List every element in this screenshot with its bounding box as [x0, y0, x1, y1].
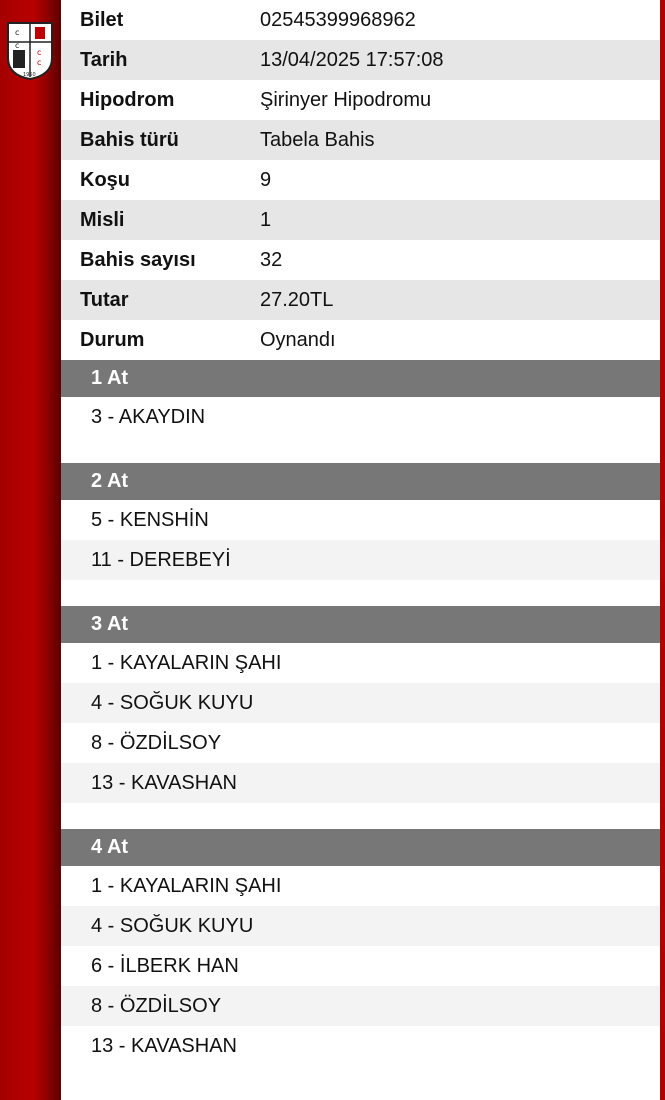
info-value: 9	[260, 168, 272, 191]
horse-row: 8 - ÖZDİLSOY	[61, 986, 660, 1026]
info-label: Tutar	[80, 288, 129, 311]
info-value: 1	[260, 208, 272, 231]
info-value: 13/04/2025 17:57:08	[260, 48, 444, 71]
svg-text:1950: 1950	[23, 72, 36, 78]
horse-row: 5 - KENSHİN	[91, 508, 209, 531]
info-row	[61, 240, 660, 280]
info-value: Tabela Bahis	[260, 128, 375, 151]
horse-row: 13 - KAVASHAN	[61, 763, 660, 803]
info-value: Oynandı	[260, 328, 336, 351]
section-spacer	[61, 803, 660, 829]
right-border	[660, 0, 665, 1100]
svg-text:c: c	[15, 28, 20, 37]
info-value: 27.20TL	[260, 288, 334, 311]
section-header: 3 At	[61, 606, 660, 643]
horse-row: 4 - SOĞUK KUYU	[61, 683, 660, 723]
svg-text:c: c	[15, 41, 20, 50]
info-label: Bahis türü	[80, 128, 179, 151]
horse-row: 3 - AKAYDIN	[91, 405, 206, 428]
ticket-details	[61, 0, 660, 1066]
horse-row: 8 - ÖZDİLSOY	[91, 731, 222, 754]
section-header: 1 At	[61, 360, 660, 397]
info-label: Bahis sayısı	[80, 248, 196, 271]
info-row	[61, 0, 660, 40]
info-label: Tarih	[80, 48, 128, 71]
section-spacer	[61, 437, 660, 463]
info-row	[61, 320, 660, 360]
info-row	[61, 280, 660, 320]
section-spacer	[61, 580, 660, 606]
svg-text:c: c	[37, 48, 42, 57]
svg-text:c: c	[37, 58, 42, 67]
ticket-info-list	[61, 0, 660, 360]
info-label: Bilet	[80, 8, 124, 31]
info-row	[61, 80, 660, 120]
horse-row: 13 - KAVASHAN	[91, 1034, 237, 1057]
info-row	[61, 120, 660, 160]
info-label: Misli	[80, 208, 125, 231]
horse-row: 4 - SOĞUK KUYU	[61, 906, 660, 946]
info-row	[61, 40, 660, 80]
section-header: 4 At	[61, 829, 660, 866]
horse-row: 1 - KAYALARIN ŞAHI	[91, 651, 282, 674]
info-value: 02545399968962	[260, 8, 416, 31]
horse-row: 1 - KAYALARIN ŞAHI	[91, 874, 282, 897]
horse-row: 6 - İLBERK HAN	[91, 954, 239, 977]
section-header: 2 At	[61, 463, 660, 500]
info-row	[61, 160, 660, 200]
info-value: 32	[260, 248, 283, 271]
horse-sections	[61, 360, 660, 1066]
info-label: Hipodrom	[80, 88, 175, 111]
club-crest-icon	[5, 20, 55, 80]
horse-row: 11 - DEREBEYİ	[61, 540, 660, 580]
info-value: Şirinyer Hipodromu	[260, 88, 432, 111]
sidebar	[0, 0, 61, 1100]
info-label: Koşu	[80, 168, 130, 191]
info-label: Durum	[80, 328, 145, 351]
info-row	[61, 200, 660, 240]
